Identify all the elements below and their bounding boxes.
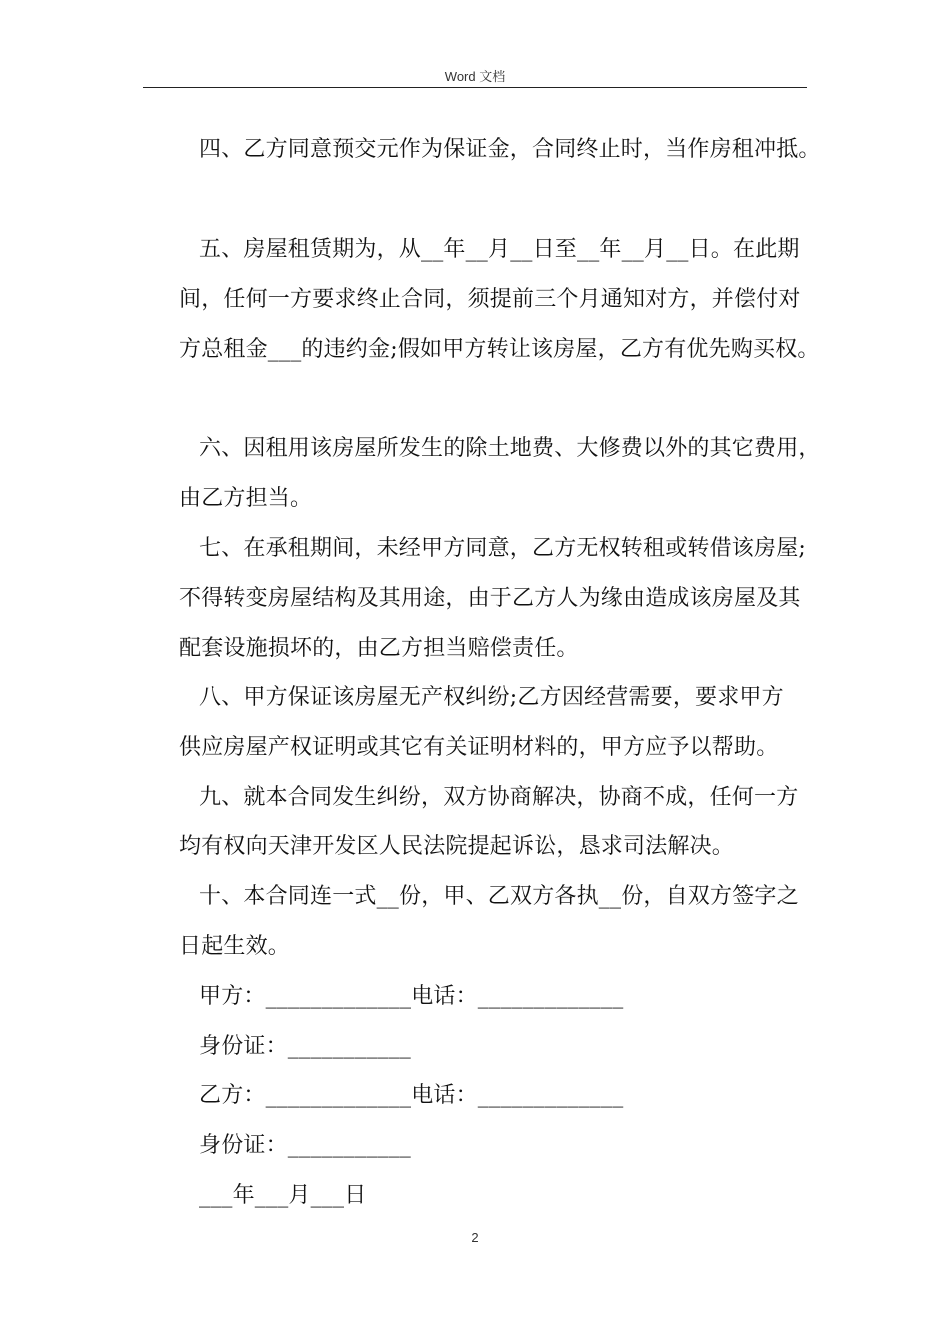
party-b-signature-line: 乙方：_____________电话：_____________ <box>199 1083 624 1108</box>
clause-8-line-1: 八、甲方保证该房屋无产权纠纷;乙方因经营需要，要求甲方 <box>199 685 784 710</box>
clause-7-line-3: 配套设施损坏的，由乙方担当赔偿责任。 <box>179 636 579 661</box>
page-number: 2 <box>471 1230 479 1245</box>
clause-6-line-2: 由乙方担当。 <box>179 486 313 511</box>
header-divider <box>143 87 807 88</box>
clause-9-line-1: 九、就本合同发生纠纷，双方协商解决，协商不成，任何一方 <box>199 785 799 810</box>
page-header: Word 文档 <box>444 69 506 84</box>
clause-5-line-1: 五、房屋租赁期为，从__年__月__日至__年__月__日。在此期 <box>199 237 800 262</box>
clause-10-line-2: 日起生效。 <box>179 934 291 959</box>
clause-8-line-2: 供应房屋产权证明或其它有关证明材料的，甲方应予以帮助。 <box>179 735 779 760</box>
clause-6-line-1: 六、因租用该房屋所发生的除土地费、大修费以外的其它费用， <box>199 436 821 461</box>
date-line: ___年___月___日 <box>199 1183 367 1208</box>
clause-9-line-2: 均有权向天津开发区人民法院提起诉讼，恳求司法解决。 <box>179 834 735 859</box>
party-b-id-line: 身份证：___________ <box>199 1133 412 1158</box>
party-a-signature-line: 甲方：_____________电话：_____________ <box>199 984 624 1009</box>
clause-7-line-1: 七、在承租期间，未经甲方同意，乙方无权转租或转借该房屋; <box>199 536 807 561</box>
clause-5-line-3: 方总租金___的违约金;假如甲方转让该房屋，乙方有优先购买权。 <box>179 337 820 362</box>
party-a-id-line: 身份证：___________ <box>199 1034 412 1059</box>
clause-5-line-2: 间，任何一方要求终止合同，须提前三个月通知对方，并偿付对 <box>179 287 801 312</box>
clause-10-line-1: 十、本合同连一式__份，甲、乙双方各执__份，自双方签字之 <box>199 884 799 909</box>
clause-4-line-1: 四、乙方同意预交元作为保证金，合同终止时，当作房租冲抵。 <box>199 137 821 162</box>
clause-7-line-2: 不得转变房屋结构及其用途，由于乙方人为缘由造成该房屋及其 <box>179 586 801 611</box>
